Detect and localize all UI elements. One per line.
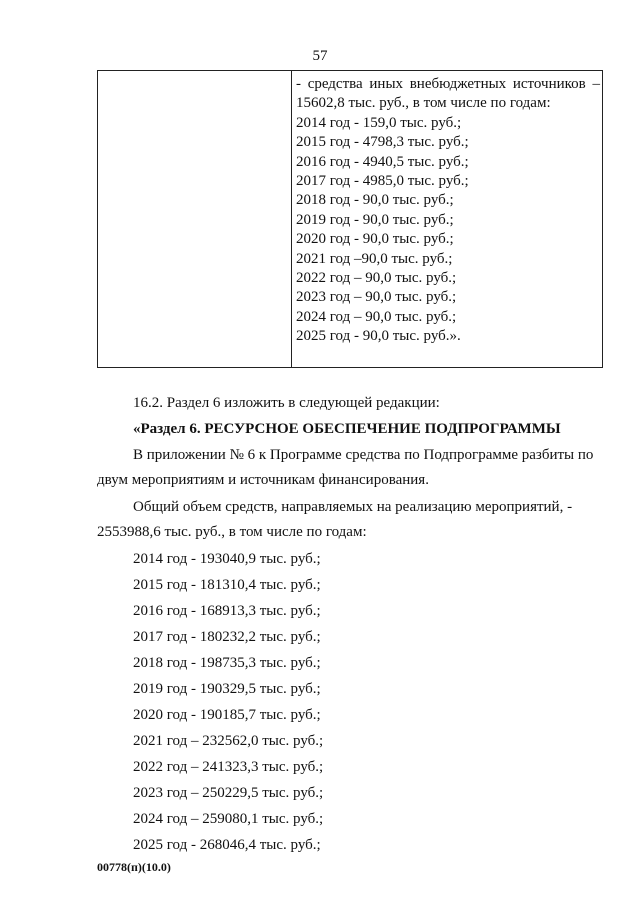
amount-line: 2016 год - 168913,3 тыс. руб.; [133,603,321,619]
table-year-line: 2025 год - 90,0 тыс. руб.». [296,328,461,345]
para1-line1 [133,447,603,464]
amount-line: 2023 год – 250229,5 тыс. руб.; [133,785,324,801]
table-year-line: 2015 год - 4798,3 тыс. руб.; [296,134,469,151]
table-year-line: 2020 год - 90,0 тыс. руб.; [296,231,454,248]
para1-line1-text: В приложении № 6 к Программе средства по Подпрограмме разбиты по [133,447,594,463]
amount-line: 2018 год - 198735,3 тыс. руб.; [133,655,321,671]
intro-word: - [296,76,301,92]
para2-line1: Общий объем средств, направляемых на реализацию мероприятий, - [133,499,573,515]
table-intro-line [296,75,602,94]
intro-word: иных [369,76,404,92]
amount-line: 2019 год - 190329,5 тыс. руб.; [133,681,321,697]
table-year-line: 2019 год - 90,0 тыс. руб.; [296,211,454,228]
amount-line: 2025 год - 268046,4 тыс. руб.; [133,837,321,853]
table-year-line: 2014 год - 159,0 тыс. руб.; [296,114,462,131]
amount-line: 2021 год – 232562,0 тыс. руб.; [133,733,324,749]
amount-line: 2015 год - 181310,4 тыс. руб.; [133,577,321,593]
table-year-line: 2017 год - 4985,0 тыс. руб.; [296,173,469,190]
table-year-line: 2023 год – 90,0 тыс. руб.; [296,289,457,306]
funding-table [97,70,603,368]
section-heading: «Раздел 6. РЕСУРСНОЕ ОБЕСПЕЧЕНИЕ ПОДПРОГРАММЫ [133,421,561,437]
intro-word: источников [512,76,586,92]
page-number: 57 [312,48,328,64]
table-year-line: 2021 год –90,0 тыс. руб.; [296,250,453,267]
subsection-line: 16.2. Раздел 6 изложить в следующей редакции: [133,395,440,411]
para2-line2: 2553988,6 тыс. руб., в том числе по годам: [97,524,367,540]
table-year-line: 2018 год - 90,0 тыс. руб.; [296,192,454,209]
table-left-cell [98,71,292,367]
intro-word: внебюджетных [409,76,507,92]
table-year-line: 2024 год – 90,0 тыс. руб.; [296,308,457,325]
table-year-line: 2022 год – 90,0 тыс. руб.; [296,270,457,287]
amount-line: 2017 год - 180232,2 тыс. руб.; [133,629,321,645]
table-right-cell [292,71,602,367]
amount-line: 2022 год – 241323,3 тыс. руб.; [133,759,324,775]
intro-word: – [592,76,600,92]
amount-line: 2014 год - 193040,9 тыс. руб.; [133,551,321,567]
table-intro-line2: 15602,8 тыс. руб., в том числе по годам: [296,95,551,112]
table-year-line: 2016 год - 4940,5 тыс. руб.; [296,153,469,170]
para1-line2: двум мероприятиям и источникам финансирования. [97,472,429,488]
intro-word: средства [307,76,363,92]
amount-line: 2024 год – 259080,1 тыс. руб.; [133,811,324,827]
document-code: 00778(п)(10.0) [97,860,171,874]
amount-line: 2020 год - 190185,7 тыс. руб.; [133,707,321,723]
